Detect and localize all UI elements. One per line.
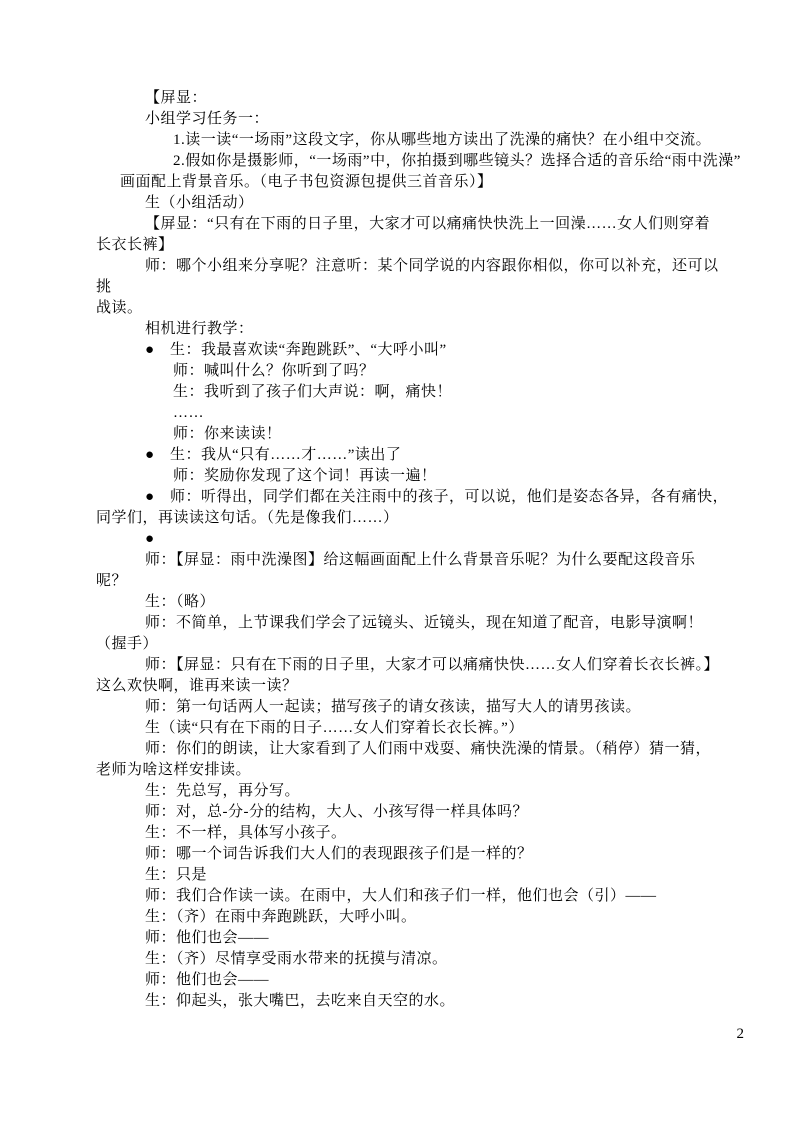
text-line: 师：哪一个词告诉我们大人们的表现跟孩子们是一样的？: [145, 846, 533, 862]
text-line: 生：（齐）尽情享受雨水带来的抚摸与清凉。: [145, 951, 448, 967]
text-line: 2.假如你是摄影师，“一场雨”中，你拍摄到哪些镜头？选择合适的音乐给“雨中洗澡”: [173, 153, 741, 169]
text-line: 呢？: [96, 573, 128, 589]
text-line: 小组学习任务一：: [145, 111, 270, 127]
text-line: 【屏显：“只有在下雨的日子里，大家才可以痛痛快快洗上一回澡……女人们则穿着: [145, 216, 711, 232]
text-line: 【屏显：: [145, 90, 208, 106]
text-line: 画面配上背景音乐。（电子书包资源包提供三首音乐）】: [120, 174, 493, 190]
text-line: 1.读一读“一场雨”这段文字，你从哪些地方读出了洗澡的痛快？在小组中交流。: [173, 132, 712, 148]
text-line: ……: [173, 405, 204, 421]
text-line: 挑: [96, 279, 112, 295]
text-line: （握手）: [96, 636, 159, 652]
document-body: [96, 88, 741, 1012]
text-line: ● 生：我从“只有……才……”读出了: [145, 447, 402, 463]
text-line: 生：只是: [145, 867, 208, 883]
text-line: 师：不简单，上节课我们学会了远镜头、近镜头，现在知道了配音，电影导演啊！: [145, 615, 704, 631]
text-line: 师：奖励你发现了这个词！再读一遍！: [173, 468, 437, 484]
text-line: 师：你来读读！: [173, 426, 282, 442]
text-line: 生：先总写，再分写。: [145, 783, 301, 799]
text-line: 生：仰起头，张大嘴巴，去吃来自天空的水。: [145, 993, 456, 1009]
text-line: 这么欢快啊，谁再来读一读？: [96, 678, 298, 694]
text-line: 师：哪个小组来分享呢？注意听：某个同学说的内容跟你相似，你可以补充，还可以: [145, 258, 719, 274]
text-line: 战读。: [96, 300, 143, 316]
text-line: 生（小组活动）: [145, 195, 254, 211]
text-line: 生：我听到了孩子们大声说：啊，痛快！: [173, 384, 453, 400]
text-line: 老师为啥这样安排读。: [96, 762, 252, 778]
text-line: 相机进行教学：: [145, 321, 254, 337]
text-line: 师：【屏显：雨中洗澡图】给这幅画面配上什么背景音乐呢？为什么要配这段音乐: [145, 552, 696, 568]
text-line: ● 生：我最喜欢读“奔跑跳跃”、“大呼小叫”: [145, 342, 447, 358]
text-line: 同学们，再读读这句话。（先是像我们……）: [96, 510, 399, 526]
text-line: 师：对，总-分-分的结构，大人、小孩写得一样具体吗？: [145, 804, 528, 820]
text-line: ●: [145, 531, 155, 547]
page-number: 2: [736, 1026, 744, 1042]
text-line: 师：他们也会——: [145, 972, 270, 988]
text-line: ● 师：听得出，同学们都在关注雨中的孩子，可以说，他们是姿态各异，各有痛快，: [145, 489, 729, 505]
text-line: 师：我们合作读一读。在雨中，大人们和孩子们一样，他们也会（引）——: [145, 888, 657, 904]
text-line: 生：不一样，具体写小孩子。: [145, 825, 347, 841]
text-line: 师：【屏显：只有在下雨的日子里，大家才可以痛痛快快……女人们穿着长衣长裤。】: [145, 657, 720, 673]
text-line: 长衣长裤】: [96, 237, 174, 253]
text-line: 师：他们也会——: [145, 930, 270, 946]
text-line: 生：（齐）在雨中奔跑跳跃，大呼小叫。: [145, 909, 417, 925]
text-line: 师：喊叫什么？你听到了吗？: [173, 363, 375, 379]
text-line: 生（读“只有在下雨的日子……女人们穿着长衣长裤。”）: [145, 720, 524, 736]
text-line: 师：你们的朗读，让大家看到了人们雨中戏耍、痛快洗澡的情景。（稍停）猜一猜，: [145, 741, 712, 757]
text-line: 生：（略）: [145, 594, 216, 610]
text-line: 师：第一句话两人一起读；描写孩子的请女孩读，描写大人的请男孩读。: [145, 699, 642, 715]
